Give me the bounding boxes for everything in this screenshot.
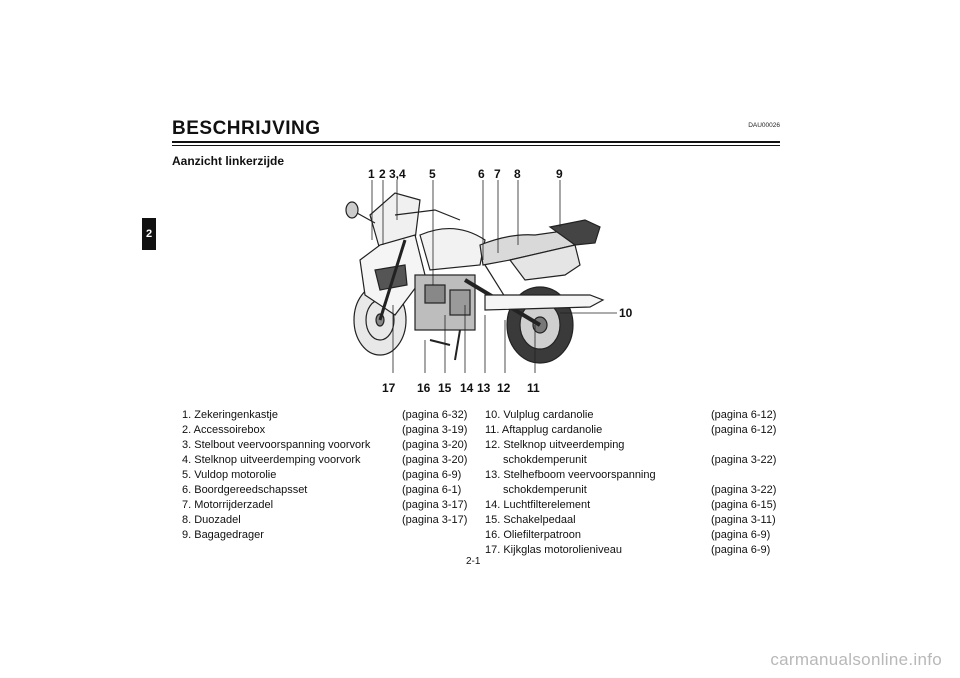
legend-item-desc: schokdemperunit [503,484,587,496]
title-rule-thin [172,145,780,146]
legend-item [485,453,781,468]
legend-item [182,513,472,528]
callout-11: 11 [527,381,540,395]
legend-item-ref: (pagina 6-32) [402,409,468,421]
callout-12: 12 [497,381,511,395]
callout-6: 6 [478,167,485,181]
callout-10: 10 [619,306,633,320]
title-rule [172,141,780,143]
legend-item [485,528,781,543]
legend-item [182,468,472,483]
legend-item-ref: (pagina 6-9) [711,529,771,541]
legend-item-desc: 3. Stelbout veervoorspanning voorvork [182,439,371,451]
legend-item-desc: 1. Zekeringenkastje [182,409,278,421]
callout-17: 17 [382,381,396,395]
legend-item [182,498,472,513]
legend-item [182,483,472,498]
legend-item-desc: 13. Stelhefboom veervoorspanning [485,469,656,481]
legend-item-desc: schokdemperunit [503,454,587,466]
legend-item-ref: (pagina 3-11) [711,514,776,526]
legend-item [485,438,781,453]
callout-2: 2 [379,167,386,181]
legend-item-ref: (pagina 3-22) [711,454,777,466]
legend-left [182,408,472,543]
legend-item [485,498,781,513]
legend-item [485,543,781,558]
legend-item-desc: 14. Luchtfilterelement [485,499,591,511]
legend-item-ref: (pagina 3-17) [402,514,468,526]
callout-15: 15 [438,381,452,395]
legend-item-desc: 15. Schakelpedaal [485,514,576,526]
section-subtitle: Aanzicht linkerzijde [172,154,285,168]
legend-item-ref: (pagina 3-19) [402,424,468,436]
callout-5: 5 [429,167,436,181]
legend-item-ref: (pagina 3-22) [711,484,777,496]
callout-13: 13 [477,381,491,395]
motorcycle-illustration [335,165,635,400]
watermark: carmanualsonline.info [770,650,942,669]
legend-item-ref [711,468,781,483]
legend-item-desc: 5. Vuldop motorolie [182,469,277,481]
legend-item-ref: (pagina 3-20) [402,439,468,451]
legend-item-desc: 7. Motorrijderzadel [182,499,274,511]
legend-item-ref [402,528,472,543]
legend-item [485,513,781,528]
legend-item-desc: 16. Oliefilterpatroon [485,529,581,541]
legend-item [485,408,781,423]
legend-item-desc: 8. Duozadel [182,514,241,526]
legend-item-ref: (pagina 3-20) [402,454,468,466]
legend-item-ref: (pagina 6-12) [711,424,777,436]
legend-item-desc: 6. Boordgereedschapsset [182,484,308,496]
legend-item [485,468,781,483]
motorcycle-drawing [346,193,603,363]
legend-item-desc: 2. Accessoirebox [182,424,266,436]
callout-3-4: 3,4 [389,167,406,181]
callout-1: 1 [368,167,375,181]
callout-16: 16 [417,381,431,395]
legend-item-desc: 4. Stelknop uitveerdemping voorvork [182,454,361,466]
legend-item-ref [711,438,781,453]
legend-item-ref: (pagina 6-15) [711,499,777,511]
page-number: 2-1 [466,556,481,567]
chapter-tab: 2 [142,218,156,250]
legend-item [182,423,472,438]
legend-item [182,453,472,468]
legend-item-desc: 12. Stelknop uitveerdemping [485,439,625,451]
legend-item [182,438,472,453]
legend-item [485,423,781,438]
legend-item-desc: 10. Vulplug cardanolie [485,409,594,421]
callout-7: 7 [494,167,501,181]
legend-item-desc: 9. Bagagedrager [182,529,264,541]
page-title: BESCHRIJVING [172,118,321,139]
legend-item [182,528,472,543]
doc-code: DAU00026 [748,122,780,129]
legend-item-ref: (pagina 6-1) [402,484,462,496]
legend-item-ref: (pagina 6-9) [711,544,771,556]
legend-item-ref: (pagina 6-12) [711,409,777,421]
callout-9: 9 [556,167,563,181]
callout-14: 14 [460,381,474,395]
legend-item-ref: (pagina 6-9) [402,469,462,481]
legend-item [485,483,781,498]
callout-8: 8 [514,167,521,181]
legend-item-desc: 17. Kijkglas motorolieniveau [485,544,622,556]
legend-item-desc: 11. Aftapplug cardanolie [485,424,603,436]
legend-item-ref: (pagina 3-17) [402,499,468,511]
legend-right [485,408,781,558]
legend-item [182,408,472,423]
